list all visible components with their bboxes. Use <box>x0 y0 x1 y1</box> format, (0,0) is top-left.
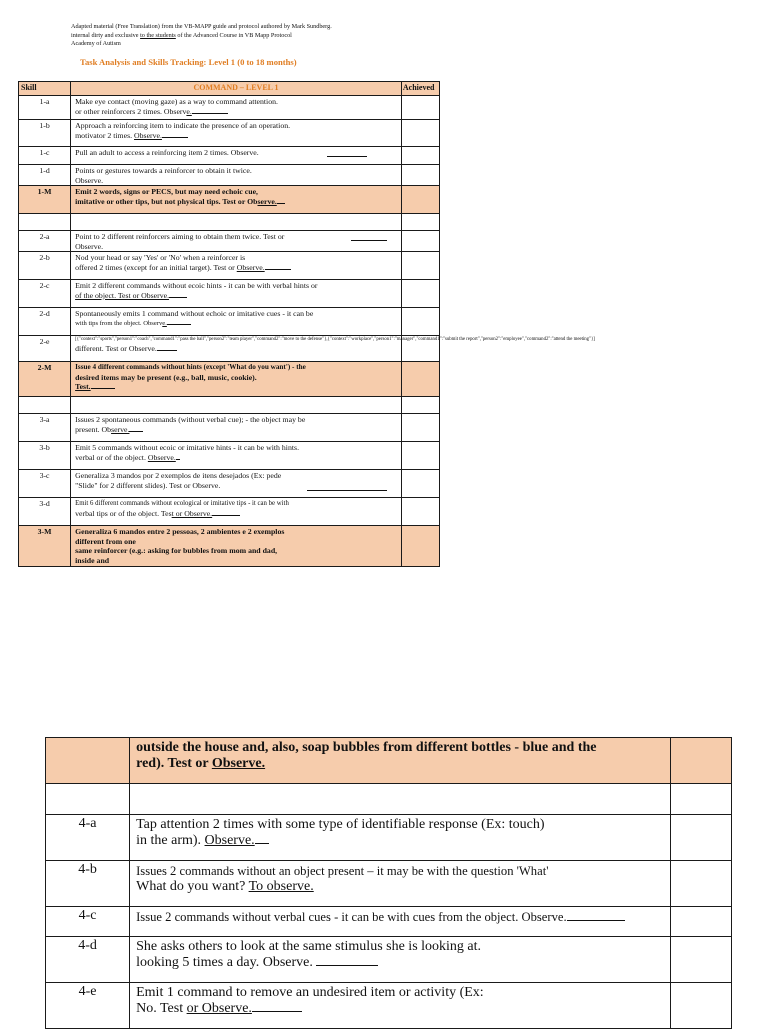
skill-description: Emit 6 different commands without ecological or imitative tips - it can be with verbal tips or of the object. Test or Observe. <box>71 498 402 526</box>
skill-code: 2-b <box>19 252 71 280</box>
achieved-checkbox[interactable] <box>670 815 731 861</box>
table-row <box>19 120 440 147</box>
skill-code: 4-c <box>46 907 130 937</box>
skill-description: Spontaneously emits 1 command without echoic or imitative cues - it can be with tips from the object. Observe. <box>71 308 402 336</box>
skill-description: Approach a reinforcing item to indicate the presence of an operation. motivator 2 times. Observe. <box>71 120 402 147</box>
table-row-milestone <box>19 526 440 567</box>
skill-code: 4-a <box>46 815 130 861</box>
command-column-header: COMMAND – LEVEL 1 <box>71 82 402 96</box>
skill-description: Make eye contact (moving gaze) as a way to command attention. or other reinforcers 2 times. Observe. <box>71 96 402 120</box>
achieved-column-header: Achieved <box>401 82 439 96</box>
skill-code: 3-c <box>19 470 71 498</box>
table-row-spacer <box>19 397 440 414</box>
skill-description: Issue 2 commands without verbal cues - it can be with cues from the object. Observe. <box>130 907 671 937</box>
achieved-checkbox[interactable] <box>401 252 439 280</box>
achieved-checkbox[interactable] <box>670 861 731 907</box>
achieved-checkbox[interactable] <box>401 526 439 567</box>
skill-code: 1-b <box>19 120 71 147</box>
achieved-checkbox[interactable] <box>401 308 439 336</box>
achieved-checkbox[interactable] <box>670 983 731 1029</box>
skill-code: 4-b <box>46 861 130 907</box>
header-line-1: Adapted material (Free Translation) from the VB-MAPP guide and protocol authored by Mark Sundberg. <box>71 23 332 30</box>
skill-description: [{"context":"sports","person1":"coach","command1":"pass the ball","person2":"team player","command2":"move to the defense"},{"context":"workplace","person1":"manager","command1":"submit the report","person2":"employee","command2":"attend the meeting"}] different. Test or Observe. <box>71 336 402 362</box>
table-row <box>19 414 440 442</box>
skill-description: outside the house and, also, soap bubbles from different bottles - blue and the red). Test or Observe. <box>130 738 671 784</box>
table-row <box>46 983 732 1029</box>
skill-code: 2-c <box>19 280 71 308</box>
skill-code: 1-a <box>19 96 71 120</box>
achieved-checkbox[interactable] <box>401 498 439 526</box>
document-header <box>71 23 332 49</box>
table-row <box>46 907 732 937</box>
table-row <box>19 252 440 280</box>
skill-code: 2-a <box>19 231 71 252</box>
json-text: [{"context":"sports","person1":"coach","command1":"pass the ball","person2":"team player","command2":"move to the defense"},{"context":"workplace","person1":"manager","command1":"submit the report","person2":"employee","command2":"attend the meeting"}] <box>75 337 595 342</box>
achieved-checkbox[interactable] <box>401 442 439 470</box>
achieved-checkbox[interactable] <box>401 165 439 186</box>
skill-code: 2-d <box>19 308 71 336</box>
skill-code: 3-b <box>19 442 71 470</box>
skill-code: 1-M <box>19 186 71 214</box>
skill-description: Emit 1 command to remove an undesired item or activity (Ex: No. Test or Observe. <box>130 983 671 1029</box>
skill-code: 2-M <box>19 362 71 397</box>
achieved-checkbox[interactable] <box>401 147 439 165</box>
skill-description: Issues 2 commands without an object present – it may be with the question 'What' What do you want? To observe. <box>130 861 671 907</box>
table-row <box>19 280 440 308</box>
table-row <box>19 498 440 526</box>
achieved-checkbox[interactable] <box>401 96 439 120</box>
table-row <box>46 937 732 983</box>
skill-description: Issue 4 different commands without hints (except 'What do you want') - the desired items may be present (e.g., ball, music, cookie). Test. <box>71 362 402 397</box>
skills-table-continued <box>45 737 732 1029</box>
skill-description: Points or gestures towards a reinforcer to obtain it twice. Observe. <box>71 165 402 186</box>
skill-description: Pull an adult to access a reinforcing item 2 times. Observe. <box>71 147 402 165</box>
table-row <box>19 165 440 186</box>
table-row <box>46 815 732 861</box>
achieved-checkbox[interactable] <box>401 470 439 498</box>
table-row <box>19 308 440 336</box>
skill-code: 3-d <box>19 498 71 526</box>
skill-description: Generaliza 6 mandos entre 2 pessoas, 2 ambientes e 2 exemplos different from one same reinforcer (e.g.: asking for bubbles from mom and dad, inside and <box>71 526 402 567</box>
skill-description: Emit 2 different commands without ecoic hints - it can be with verbal hints or of the object. Test or Observe. <box>71 280 402 308</box>
table-row-spacer <box>19 214 440 231</box>
achieved-checkbox[interactable] <box>401 231 439 252</box>
skill-code: 2-e <box>19 336 71 362</box>
skill-description: She asks others to look at the same stimulus she is looking at. looking 5 times a day. Observe. <box>130 937 671 983</box>
table-row <box>19 147 440 165</box>
achieved-checkbox[interactable] <box>670 937 731 983</box>
achieved-checkbox[interactable] <box>401 414 439 442</box>
skill-description: Nod your head or say 'Yes' or 'No' when a reinforcer is offered 2 times (except for an initial target). Test or Observe. <box>71 252 402 280</box>
skill-code: 1-d <box>19 165 71 186</box>
skill-description: Point to 2 different reinforcers aiming to obtain them twice. Test or Observe. <box>71 231 402 252</box>
table-row-spacer <box>46 784 732 815</box>
skill-description: Issues 2 spontaneous commands (without verbal cue); - the object may be present. Observe. <box>71 414 402 442</box>
table-row <box>19 96 440 120</box>
achieved-checkbox[interactable] <box>670 907 731 937</box>
table-row <box>19 470 440 498</box>
header-line-2: internal dirty and exclusive to the students of the Advanced Course in VB Mapp Protocol <box>71 31 292 39</box>
achieved-checkbox[interactable] <box>401 186 439 214</box>
table-row <box>46 861 732 907</box>
skill-code: 1-c <box>19 147 71 165</box>
table-row-milestone-continued <box>46 738 732 784</box>
skill-column-header: Skill <box>19 82 71 96</box>
document-title: Task Analysis and Skills Tracking: Level 1 (0 to 18 months) <box>80 57 297 67</box>
skill-code: 3-a <box>19 414 71 442</box>
table-row <box>19 336 440 362</box>
skill-code: 4-d <box>46 937 130 983</box>
table-row <box>19 442 440 470</box>
achieved-checkbox[interactable] <box>401 280 439 308</box>
header-line-3: Academy of Autism <box>71 40 121 48</box>
skill-description: Generaliza 3 mandos por 2 exemplos de itens desejados (Ex: pede "Slide" for 2 different slides). Test or Observe. <box>71 470 402 498</box>
skill-description: Tap attention 2 times with some type of identifiable response (Ex: touch) in the arm). Observe. <box>130 815 671 861</box>
table-row <box>19 231 440 252</box>
skill-code: 3-M <box>19 526 71 567</box>
skill-description: Emit 2 words, signs or PECS, but may need echoic cue, imitative or other tips, but not physical tips. Test or Observe. <box>71 186 402 214</box>
table-row-milestone <box>19 362 440 397</box>
achieved-checkbox[interactable] <box>670 738 731 784</box>
achieved-checkbox[interactable] <box>401 120 439 147</box>
table-row-milestone <box>19 186 440 214</box>
skill-code: 4-e <box>46 983 130 1029</box>
achieved-checkbox[interactable] <box>401 362 439 397</box>
table-header-row <box>19 82 440 96</box>
skill-description: Emit 5 commands without ecoic or imitative hints - it can be with hints. verbal or of the object. Observe. <box>71 442 402 470</box>
skills-table-level-1 <box>18 81 595 567</box>
